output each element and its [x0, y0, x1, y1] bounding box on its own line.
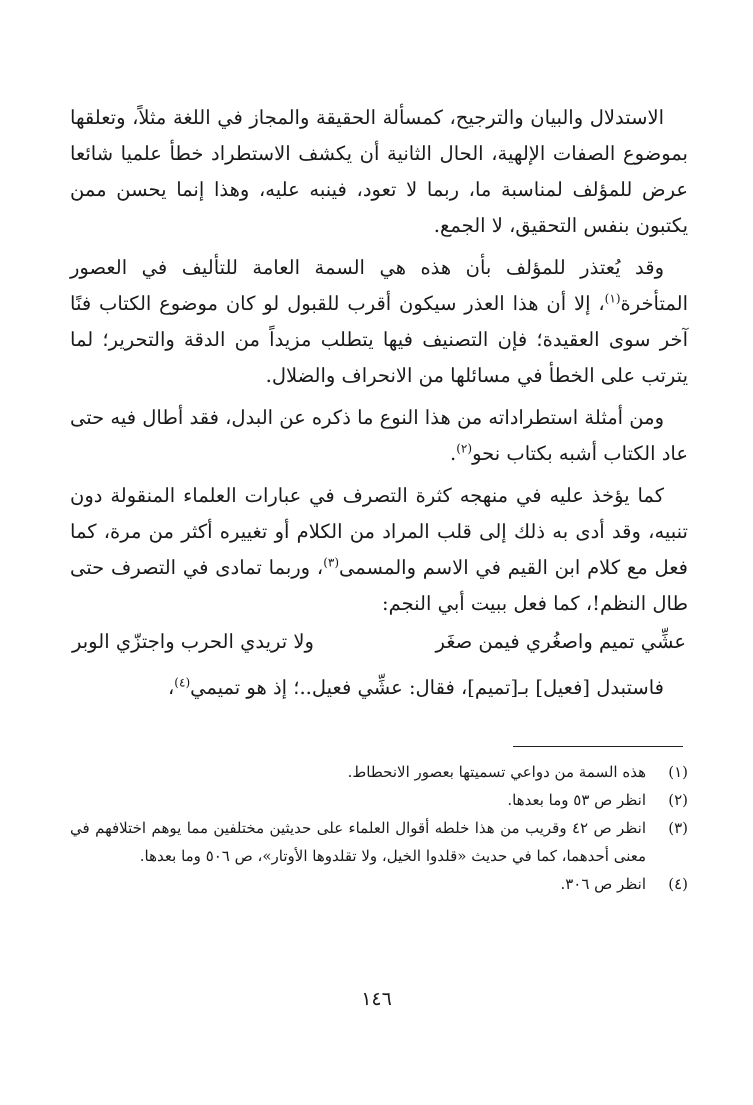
paragraph-3-text-before: ومن أمثلة استطراداته من هذا النوع ما ذكره عن البدل، فقد أطال فيه حتى عاد الكتاب أشبه بكتاب نحو [70, 406, 688, 465]
verse-first-hemistich: عشِّي تميم واصغُري فيمن صغَر [435, 630, 686, 653]
poetry-verse [70, 628, 688, 668]
footnote-3 [70, 814, 688, 870]
footnote-text: انظر ص ٥٣ وما بعدها. [507, 791, 646, 809]
paragraph-1 [70, 100, 688, 244]
footnote-2 [70, 786, 688, 814]
paragraph-3-text-after: . [450, 442, 457, 465]
footnote-number: (١) [668, 763, 688, 781]
footnote-text: انظر ص ٤٢ وقريب من هذا خلطه أقوال العلماء على حديثين مختلفين مما يوهم اختلافهم في معنى أحدهما، كما في حديث «قلدوا الخيل، ولا تقلدوها الأوتار»، ص ٥٠٦ وما بعدها. [70, 819, 646, 865]
main-text [70, 100, 688, 706]
footnote-separator [513, 746, 683, 747]
page-number: ١٤٦ [361, 988, 392, 1010]
paragraph-1-text: الاستدلال والبيان والترجيح، كمسألة الحقيقة والمجاز في اللغة مثلاً، وتعلقها بموضوع الصفات الإلهية، الحال الثانية أن يكشف الاستطراد خطأ علميا شائعا عرض للمؤلف لمناسبة ما، ربما لا تعود، فينبه عليه، وهذا إنما يحسن ممن يكتبون بنفس التحقيق، لا الجمع. [70, 106, 688, 237]
footnote-1 [70, 758, 688, 786]
paragraph-4 [70, 478, 688, 622]
footnote-4 [70, 870, 688, 898]
footnotes [70, 758, 688, 898]
paragraph-2-text-before: وقد يُعتذر للمؤلف بأن هذه هي السمة العامة للتأليف في العصور المتأخرة [70, 256, 688, 315]
footnote-number: (٢) [668, 791, 688, 809]
paragraph-4-text-before: كما يؤخذ عليه في منهجه كثرة التصرف في عبارات العلماء المنقولة دون تنبيه، وقد أدى به ذلك إلى قلب المراد من الكلام أو تغييره أكثر من مرة، كما فعل مع كلام ابن القيم في الاسم والمسمى [70, 484, 688, 579]
footnote-number: (٣) [668, 819, 688, 837]
footnote-ref-2[interactable]: (٢) [456, 441, 473, 456]
paragraph-3 [70, 400, 688, 472]
footnote-ref-1[interactable]: (١) [604, 291, 621, 306]
footnote-text: انظر ص ٣٠٦. [560, 875, 646, 893]
paragraph-4-text-after: ، وربما تمادى في التصرف حتى طال النظم!، كما فعل ببيت أبي النجم: [70, 556, 688, 615]
paragraph-2 [70, 250, 688, 394]
footnote-ref-4[interactable]: (٤) [174, 675, 191, 690]
footnote-ref-3[interactable]: (٣) [323, 555, 340, 570]
footnote-number: (٤) [668, 875, 688, 893]
paragraph-2-text-after: ، إلا أن هذا العذر سيكون أقرب للقبول لو كان موضوع الكتاب فنًا آخر سوى العقيدة؛ فإن التصنيف فيها يتطلب مزيداً من الدقة والتحرير؛ لما يترتب على الخطأ في مسائلها من الانحراف والضلال. [70, 292, 688, 387]
footnote-text: هذه السمة من دواعي تسميتها بعصور الانحطاط. [347, 763, 646, 781]
after-verse-text-before: فاستبدل [فعيل] بـ[تميم]، فقال: عشِّي فعيل..؛ إذ هو تميمي [190, 676, 664, 699]
after-verse-text-after: ، [168, 676, 175, 699]
verse-second-hemistich: ولا تريدي الحرب واجتزّي الوبر [72, 630, 314, 653]
paragraph-after-verse [70, 670, 688, 706]
